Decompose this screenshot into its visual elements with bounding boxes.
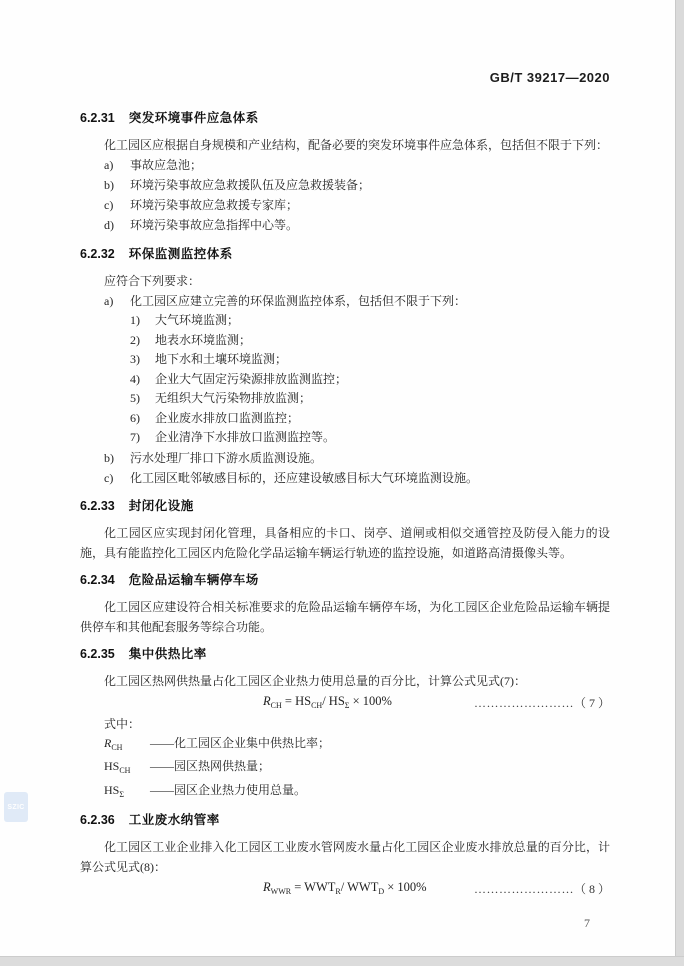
list-item-text: 化工园区毗邻敏感目标的，还应建设敏感目标大气环境监测设施。	[130, 470, 479, 485]
formula-8	[80, 880, 610, 900]
formula-7-leader: ……………………（ 7 ）	[473, 695, 610, 710]
szic-watermark-logo: SZIC	[4, 792, 28, 822]
section-title: 环保监测监控体系	[128, 247, 233, 261]
paragraph: 化工园区应根据自身规模和产业结构，配备必要的突发环境事件应急体系，包括但不限于下列：	[104, 138, 609, 152]
symbol: $HS_{CH}$	[104, 759, 131, 775]
section-heading-6-2-36	[80, 812, 610, 828]
paragraph: 化工园区应实现封闭化管理，具备相应的卡口、岗亭、道闸或相似交通管控及防侵入能力的设施，具有能监控化工园区内危险化学品运输车辆运行轨迹的监控设施，如道路高清摄像头等。	[80, 525, 610, 560]
page-number: 7	[584, 916, 590, 930]
formula-variable: R	[263, 880, 271, 894]
formula-subscript: D	[378, 887, 385, 896]
section-number: 6.2.34	[80, 572, 115, 587]
section-title: 突发环境事件应急体系	[128, 111, 259, 125]
section-number: 6.2.33	[80, 498, 115, 513]
formula-variable: WWT	[347, 880, 379, 894]
symbol-description: ——园区企业热力使用总量。	[150, 782, 307, 797]
sub-list-item-text: 企业清净下水排放口监测监控等。	[155, 430, 336, 444]
sub-list-item	[130, 389, 610, 409]
list-item	[104, 291, 610, 311]
formula-number: （ 8 ）	[573, 882, 610, 896]
sub-list-item-label: 7)	[130, 430, 140, 444]
section-title: 工业废水纳管率	[128, 813, 220, 827]
paragraph: 化工园区热网供热量占化工园区企业热力使用总量的百分比，计算公式见式(7)：	[104, 673, 526, 688]
section-number: 6.2.36	[80, 813, 115, 827]
list-item-text: 环境污染事故应急指挥中心等。	[130, 218, 299, 232]
paragraph: 化工园区工业企业排入化工园区工业废水管网废水量占化工园区企业废水排放总量的百分比，计算公式见式(8)：	[80, 840, 610, 874]
formula-8-expression: $R_{WWR} = WWT_R/$ $WWT_D \times 100\%$	[263, 880, 427, 896]
list-item	[104, 175, 610, 195]
sub-list-item	[130, 428, 610, 448]
formula-variable: R	[263, 693, 271, 708]
sub-list-item-text: 无组织大气污染物排放监测；	[155, 391, 312, 405]
symbol-definition	[104, 734, 610, 758]
list-item	[104, 448, 610, 468]
section-heading-6-2-31	[80, 110, 610, 126]
list-item-label: b)	[104, 178, 114, 192]
section-heading-6-2-32	[80, 246, 610, 262]
section-number: 6.2.35	[80, 646, 115, 661]
formula-subscript: Σ	[344, 700, 350, 710]
formula-8-leader: ……………………（ 8 ）	[473, 882, 610, 896]
sub-list-item	[130, 331, 610, 351]
list-item-label: b)	[104, 450, 114, 465]
list-item-label: c)	[104, 198, 114, 212]
sub-list-item	[130, 350, 610, 370]
paragraph: 化工园区应建设符合相关标准要求的危险品运输车辆停车场，为化工园区企业危险品运输车辆提供停车和其他配套服务等综合功能。	[80, 599, 610, 634]
formula-subscript: CH	[311, 700, 323, 710]
scan-edge-right	[675, 0, 684, 966]
standard-code-header: GB/T 39217—2020	[489, 70, 610, 85]
sub-list-item-label: 5)	[130, 391, 140, 405]
formula-7	[80, 694, 610, 714]
list-item-text: 事故应急池；	[130, 158, 203, 172]
paragraph: 应符合下列要求：	[104, 274, 201, 288]
sub-list-item-text: 企业废水排放口监测监控；	[155, 410, 300, 425]
formula-7-expression: $R_{CH} = HS_{CH}/$ $HS_\Sigma \times 100\%$	[263, 693, 392, 710]
list-item-text: 污水处理厂排口下游水质监测设施。	[130, 450, 323, 465]
sub-list-item-label: 1)	[130, 313, 140, 327]
sub-list-item-label: 3)	[130, 352, 140, 366]
section-title: 封闭化设施	[128, 498, 194, 513]
list-item	[104, 195, 610, 215]
formula-subscript: CH	[270, 700, 282, 710]
list-item-text: 化工园区应建立完善的环保监测监控体系，包括但不限于下列：	[130, 294, 467, 308]
list-item-label: a)	[104, 158, 114, 172]
sub-list-item-label: 2)	[130, 332, 140, 347]
formula-variable: WWT	[304, 880, 336, 894]
formula-subscript: R	[335, 887, 341, 896]
section-heading-6-2-33	[80, 498, 610, 514]
symbol-definition	[104, 781, 610, 805]
list-item-label: c)	[104, 470, 114, 485]
list-item-text: 环境污染事故应急救援专家库；	[130, 198, 299, 212]
section-title: 危险品运输车辆停车场	[128, 572, 259, 587]
symbol-description: ——化工园区企业集中供热比率；	[150, 735, 331, 750]
formula-variable: HS	[328, 693, 345, 708]
symbol: $HS_\Sigma$	[104, 782, 124, 799]
sub-list-item	[130, 311, 610, 331]
section-number: 6.2.31	[80, 111, 115, 125]
list-item-label: d)	[104, 218, 114, 232]
sub-list-item-text: 地下水和土壤环境监测；	[155, 352, 288, 366]
where-label: 式中：	[104, 716, 141, 731]
sub-list-item-text: 企业大气固定污染源排放监测监控；	[155, 371, 348, 386]
list-item	[104, 215, 610, 235]
formula-number: （ 7 ）	[573, 695, 610, 710]
symbol-definition	[104, 757, 610, 781]
formula-variable: HS	[295, 693, 312, 708]
formula-subscript: WWR	[270, 887, 292, 896]
section-heading-6-2-34	[80, 572, 610, 588]
list-item-label: a)	[104, 294, 114, 308]
sub-list-item-label: 6)	[130, 410, 140, 425]
sub-list-item-text: 大气环境监测；	[155, 313, 240, 327]
symbol-description: ——园区热网供热量；	[150, 759, 271, 773]
sub-list-item	[130, 409, 610, 429]
list-item	[104, 155, 610, 175]
section-title: 集中供热比率	[128, 646, 207, 661]
section-number: 6.2.32	[80, 247, 115, 261]
section-heading-6-2-35	[80, 646, 610, 662]
sub-list-item	[130, 370, 610, 390]
sub-list-item-label: 4)	[130, 371, 140, 386]
sub-list-item-text: 地表水环境监测；	[155, 332, 252, 347]
scan-edge-bottom	[0, 956, 684, 966]
list-item-text: 环境污染事故应急救援队伍及应急救援装备；	[130, 178, 371, 192]
list-item	[104, 468, 610, 488]
symbol: $R_{CH}$	[104, 735, 123, 752]
